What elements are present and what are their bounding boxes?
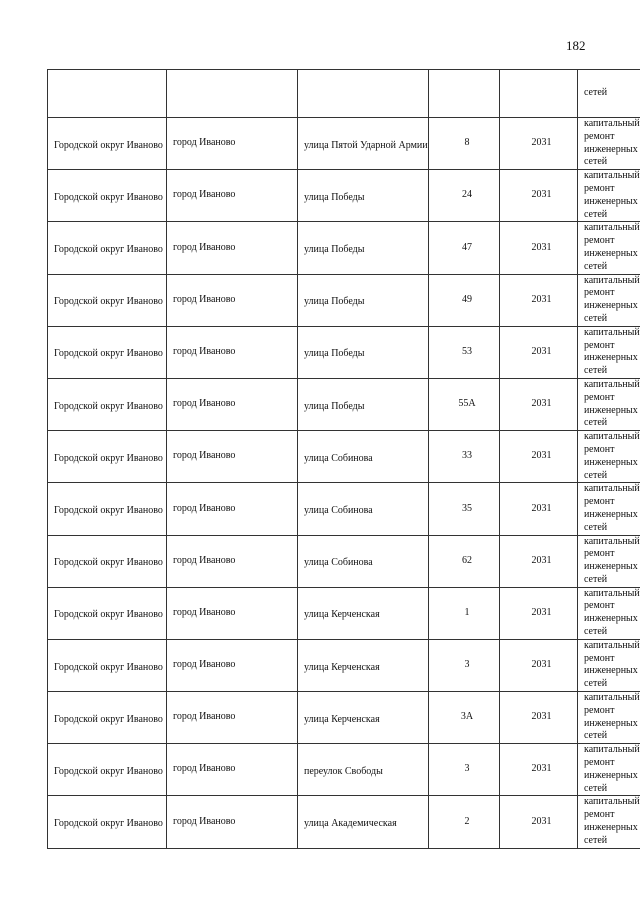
cell-street: [298, 692, 429, 744]
cell-house: 1: [429, 587, 500, 639]
cell-okrug: [48, 274, 167, 326]
cell-street-text: улица Керченская: [304, 661, 380, 673]
cell-okrug-text: Городской округ Иваново: [54, 661, 163, 673]
cell-okrug: [48, 378, 167, 430]
cell-okrug: [48, 483, 167, 535]
cell-street: [298, 744, 429, 796]
cell-okrug-text: Городской округ Иваново: [54, 557, 163, 569]
cell-street: [298, 274, 429, 326]
cell-okrug-text: Городской округ Иваново: [54, 609, 163, 621]
cell-street: [298, 587, 429, 639]
cell-year: 2031: [500, 378, 578, 430]
cell-street-text: улица Победы: [304, 244, 365, 256]
cell-city: город Иваново: [167, 744, 298, 796]
cell-work: капитальный ремонт инженерных сетей: [578, 170, 640, 222]
cell-street: [298, 483, 429, 535]
cell-okrug-text: Городской округ Иваново: [54, 765, 163, 777]
cell-house: 3А: [429, 692, 500, 744]
cell-house: 62: [429, 535, 500, 587]
cell-work: капитальный ремонт инженерных сетей: [578, 692, 640, 744]
cell-city: город Иваново: [167, 326, 298, 378]
cell-city: город Иваново: [167, 170, 298, 222]
cell-okrug-text: Городской округ Иваново: [54, 139, 163, 151]
cell-okrug: [48, 170, 167, 222]
cell-city: город Иваново: [167, 535, 298, 587]
cell-okrug-text: Городской округ Иваново: [54, 818, 163, 830]
cell-year: 2031: [500, 483, 578, 535]
cell-okrug: [48, 326, 167, 378]
cell-okrug-text: Городской округ Иваново: [54, 452, 163, 464]
cell-okrug-text: Городской округ Иваново: [54, 296, 163, 308]
cell-street-text: улица Собинова: [304, 505, 373, 516]
cell-work: капитальный ремонт инженерных сетей: [578, 431, 640, 483]
cell-okrug-text: Городской округ Иваново: [54, 348, 163, 360]
cell-year: 2031: [500, 535, 578, 587]
page-number: 182: [566, 38, 586, 53]
table-body: [48, 70, 640, 849]
cell-city: город Иваново: [167, 378, 298, 430]
cell-work: капитальный ремонт инженерных сетей: [578, 222, 640, 274]
cell-city: город Иваново: [167, 483, 298, 535]
table-row: [48, 744, 640, 796]
cell-okrug: [48, 222, 167, 274]
cell-street-text: улица Победы: [304, 296, 365, 308]
table-row: [48, 326, 640, 378]
cell-house: 8: [429, 118, 500, 170]
cell-house: [429, 70, 500, 118]
cell-city: город Иваново: [167, 796, 298, 848]
cell-house: 47: [429, 222, 500, 274]
cell-work: капитальный ремонт инженерных сетей: [578, 744, 640, 796]
cell-work: капитальный ремонт инженерных сетей: [578, 118, 640, 170]
cell-street-text: улица Победы: [304, 191, 365, 203]
cell-okrug: [48, 118, 167, 170]
cell-city: город Иваново: [167, 639, 298, 691]
table-row: [48, 378, 640, 430]
table-row: [48, 274, 640, 326]
cell-year: 2031: [500, 118, 578, 170]
cell-work: капитальный ремонт инженерных сетей: [578, 639, 640, 691]
cell-work: капитальный ремонт инженерных сетей: [578, 378, 640, 430]
cell-street-text: улица Академическая: [304, 818, 397, 830]
cell-work: капитальный ремонт инженерных сетей: [578, 796, 640, 848]
cell-street: [298, 796, 429, 848]
cell-work: капитальный ремонт инженерных сетей: [578, 587, 640, 639]
table-row: [48, 639, 640, 691]
cell-year: 2031: [500, 431, 578, 483]
table-row: [48, 692, 640, 744]
cell-street: [298, 170, 429, 222]
cell-okrug: [48, 692, 167, 744]
cell-year: 2031: [500, 796, 578, 848]
cell-work: капитальный ремонт инженерных сетей: [578, 483, 640, 535]
cell-year: [500, 70, 578, 118]
cell-street-text: улица Пятой Ударной Армии: [304, 139, 428, 151]
cell-year: 2031: [500, 639, 578, 691]
cell-work: капитальный ремонт инженерных сетей: [578, 326, 640, 378]
cell-okrug-text: Городской округ Иваново: [54, 191, 163, 203]
cell-street: [298, 378, 429, 430]
cell-year: 2031: [500, 692, 578, 744]
cell-city: город Иваново: [167, 587, 298, 639]
cell-city: [167, 70, 298, 118]
cell-city: город Иваново: [167, 431, 298, 483]
cell-street: [298, 431, 429, 483]
cell-street: [298, 639, 429, 691]
cell-house: 3: [429, 744, 500, 796]
cell-street: [298, 535, 429, 587]
table-row: [48, 483, 640, 535]
cell-street: [298, 326, 429, 378]
cell-house: 33: [429, 431, 500, 483]
cell-street-text: улица Собинова: [304, 557, 373, 569]
cell-year: 2031: [500, 587, 578, 639]
cell-house: 55А: [429, 378, 500, 430]
cell-okrug: [48, 70, 167, 118]
cell-house: 53: [429, 326, 500, 378]
cell-street-text: улица Керченская: [304, 713, 380, 725]
cell-street: [298, 118, 429, 170]
cell-city: город Иваново: [167, 118, 298, 170]
cell-house: 24: [429, 170, 500, 222]
cell-year: 2031: [500, 222, 578, 274]
cell-house: 2: [429, 796, 500, 848]
cell-okrug: [48, 535, 167, 587]
cell-house: 35: [429, 483, 500, 535]
table-row: [48, 796, 640, 848]
cell-street-text: улица Собинова: [304, 452, 373, 464]
cell-street: [298, 70, 429, 118]
cell-house: 49: [429, 274, 500, 326]
table-row: [48, 170, 640, 222]
cell-city: город Иваново: [167, 274, 298, 326]
cell-okrug: [48, 796, 167, 848]
cell-okrug: [48, 639, 167, 691]
table-row: [48, 535, 640, 587]
table-row-continuation: [48, 70, 640, 118]
table-row: [48, 118, 640, 170]
table-row: [48, 431, 640, 483]
table-row: [48, 222, 640, 274]
cell-city: город Иваново: [167, 692, 298, 744]
cell-work: капитальный ремонт инженерных сетей: [578, 535, 640, 587]
cell-okrug-text: Городской округ Иваново: [54, 505, 163, 516]
housing-registry-table: [47, 69, 640, 849]
cell-street-text: улица Керченская: [304, 609, 380, 621]
cell-year: 2031: [500, 274, 578, 326]
cell-street: [298, 222, 429, 274]
cell-work: капитальный ремонт инженерных сетей: [578, 274, 640, 326]
cell-year: 2031: [500, 744, 578, 796]
cell-work: сетей: [578, 70, 640, 118]
cell-okrug: [48, 744, 167, 796]
cell-okrug-text: Городской округ Иваново: [54, 713, 163, 725]
cell-okrug-text: Городской округ Иваново: [54, 244, 163, 256]
cell-year: 2031: [500, 326, 578, 378]
cell-okrug: [48, 431, 167, 483]
cell-year: 2031: [500, 170, 578, 222]
cell-street-text: переулок Свободы: [304, 765, 383, 777]
cell-okrug: [48, 587, 167, 639]
cell-okrug-text: Городской округ Иваново: [54, 400, 163, 412]
cell-city: город Иваново: [167, 222, 298, 274]
cell-house: 3: [429, 639, 500, 691]
table-row: [48, 587, 640, 639]
cell-street-text: улица Победы: [304, 348, 365, 360]
cell-street-text: улица Победы: [304, 400, 365, 412]
